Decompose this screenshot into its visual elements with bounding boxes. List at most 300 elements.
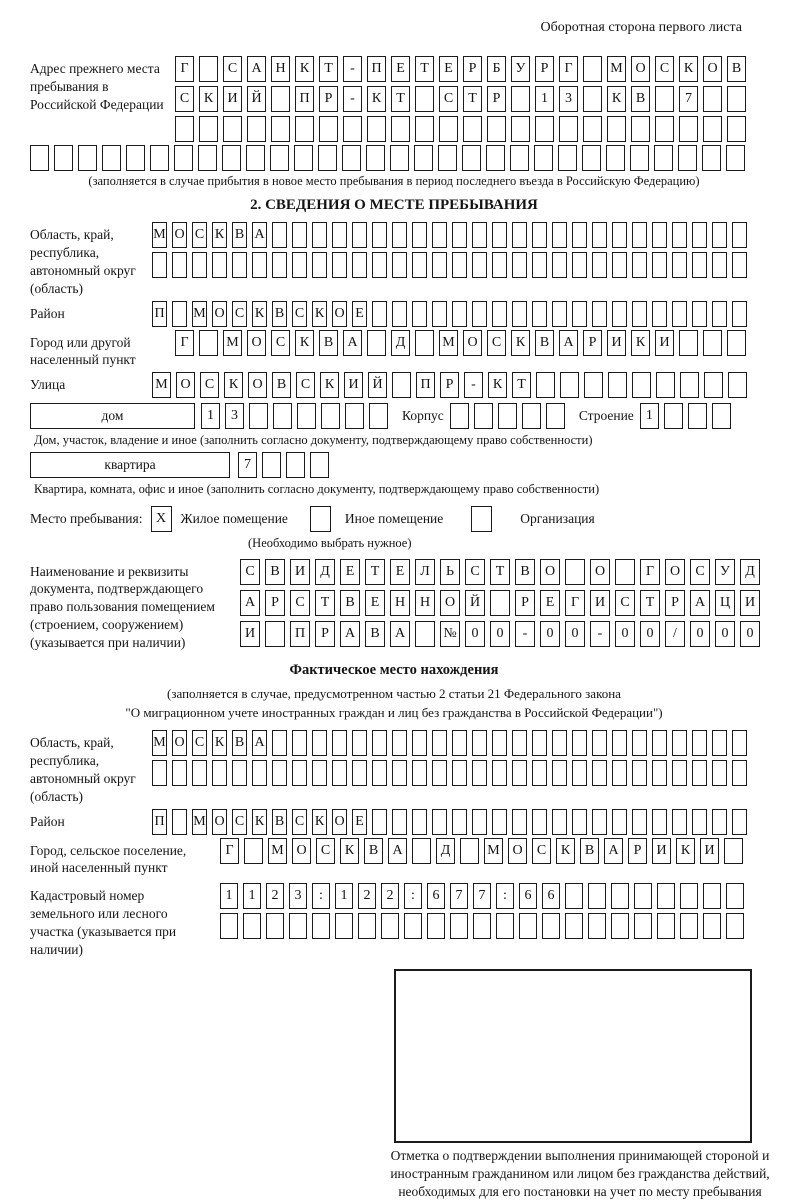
char-cell	[414, 145, 433, 171]
char-cell	[611, 913, 629, 939]
char-cell: 0	[465, 621, 485, 647]
char-cell: Д	[740, 559, 760, 585]
char-cell	[352, 252, 367, 278]
char-cell	[472, 222, 487, 248]
doc-block	[30, 559, 758, 652]
char-cell	[272, 760, 287, 786]
char-cell	[198, 145, 217, 171]
char-cell: В	[580, 838, 599, 864]
stay-option-residential-label: Жилое помещение	[181, 511, 288, 527]
char-cell: О	[172, 222, 187, 248]
char-cell	[212, 252, 227, 278]
char-cell	[272, 252, 287, 278]
char-cell: С	[487, 330, 506, 356]
char-cell: 7	[473, 883, 491, 909]
char-cell	[532, 730, 547, 756]
char-cell	[664, 403, 683, 429]
char-cell	[272, 222, 287, 248]
char-cell: О	[703, 56, 722, 82]
char-cell: И	[655, 330, 674, 356]
char-cell	[412, 730, 427, 756]
char-cell	[404, 913, 422, 939]
char-cell: П	[290, 621, 310, 647]
char-cell: О	[665, 559, 685, 585]
char-cell	[565, 559, 585, 585]
char-cell	[511, 86, 530, 112]
char-cell: Р	[515, 590, 535, 616]
char-cell	[552, 730, 567, 756]
char-cell: П	[295, 86, 314, 112]
actual-city-label: Город, сельское поселение, иной населенный пункт	[30, 838, 220, 878]
char-cell: Т	[315, 590, 335, 616]
char-cell: Д	[391, 330, 410, 356]
char-cell: К	[679, 56, 698, 82]
char-cell: М	[268, 838, 287, 864]
char-cell	[611, 883, 629, 909]
char-cell	[532, 252, 547, 278]
char-cell	[223, 116, 242, 142]
char-cell	[532, 301, 547, 327]
char-cell: О	[332, 301, 347, 327]
char-cell	[392, 301, 407, 327]
actual-district-row	[152, 809, 747, 835]
char-cell: О	[332, 809, 347, 835]
char-cell	[492, 760, 507, 786]
char-cell	[672, 222, 687, 248]
char-cell	[372, 809, 387, 835]
char-cell: 6	[519, 883, 537, 909]
char-cell	[592, 222, 607, 248]
char-cell: А	[604, 838, 623, 864]
char-cell	[572, 252, 587, 278]
char-cell: И	[740, 590, 760, 616]
char-cell: -	[515, 621, 535, 647]
char-cell	[392, 809, 407, 835]
char-cell: И	[223, 86, 242, 112]
char-cell: С	[192, 222, 207, 248]
char-cell: А	[252, 222, 267, 248]
char-cell: О	[247, 330, 266, 356]
char-cell: А	[240, 590, 260, 616]
char-cell	[372, 301, 387, 327]
char-cell: К	[212, 222, 227, 248]
char-cell	[152, 760, 167, 786]
char-cell	[174, 145, 193, 171]
city-block	[30, 330, 758, 370]
char-cell: В	[319, 330, 338, 356]
house-number-cells	[201, 403, 388, 429]
char-cell	[472, 301, 487, 327]
char-cell: 3	[289, 883, 307, 909]
char-cell	[552, 222, 567, 248]
char-cell: 6	[427, 883, 445, 909]
char-cell	[412, 809, 427, 835]
char-cell	[246, 145, 265, 171]
char-cell: И	[290, 559, 310, 585]
char-cell	[335, 913, 353, 939]
char-cell: Т	[365, 559, 385, 585]
stay-place-row	[30, 506, 758, 532]
char-cell	[612, 809, 627, 835]
char-cell	[634, 913, 652, 939]
char-cell	[512, 760, 527, 786]
char-cell: Г	[175, 330, 194, 356]
char-cell	[728, 372, 747, 398]
char-cell	[252, 252, 267, 278]
cadastre-label: Кадастровый номер земельного или лесного участка (указывается при наличии)	[30, 883, 220, 958]
char-cell: -	[464, 372, 483, 398]
char-cell	[726, 145, 745, 171]
char-cell	[415, 116, 434, 142]
char-cell	[492, 730, 507, 756]
char-cell	[655, 116, 674, 142]
char-cell	[391, 116, 410, 142]
char-cell	[558, 145, 577, 171]
char-cell	[632, 252, 647, 278]
char-cell: 0	[615, 621, 635, 647]
char-cell: О	[540, 559, 560, 585]
char-cell	[292, 252, 307, 278]
char-cell	[472, 809, 487, 835]
char-cell	[492, 252, 507, 278]
char-cell: М	[439, 330, 458, 356]
char-cell	[657, 883, 675, 909]
char-cell	[592, 301, 607, 327]
char-cell: В	[272, 809, 287, 835]
char-cell	[652, 730, 667, 756]
char-cell	[452, 730, 467, 756]
char-cell	[392, 252, 407, 278]
prev-address-row-3	[175, 116, 746, 142]
char-cell	[632, 372, 651, 398]
district-label: Район	[30, 301, 152, 323]
char-cell	[487, 116, 506, 142]
char-cell	[588, 883, 606, 909]
char-cell	[726, 913, 744, 939]
apartment-type-box: квартира	[30, 452, 230, 478]
char-cell	[310, 452, 329, 478]
char-cell: К	[199, 86, 218, 112]
char-cell: Н	[271, 56, 290, 82]
char-cell: В	[340, 590, 360, 616]
char-cell: Г	[565, 590, 585, 616]
char-cell	[244, 838, 263, 864]
char-cell: О	[172, 730, 187, 756]
prev-address-block	[30, 56, 758, 142]
char-cell	[612, 730, 627, 756]
prev-address-row-full	[30, 145, 758, 171]
char-cell	[295, 116, 314, 142]
char-cell: И	[344, 372, 363, 398]
char-cell: Н	[415, 590, 435, 616]
char-cell: 0	[640, 621, 660, 647]
char-cell	[572, 760, 587, 786]
char-cell: Т	[463, 86, 482, 112]
char-cell	[492, 809, 507, 835]
char-cell	[572, 730, 587, 756]
city-row	[175, 330, 746, 356]
char-cell	[372, 760, 387, 786]
char-cell: 1	[640, 403, 659, 429]
char-cell: К	[556, 838, 575, 864]
char-cell	[692, 760, 707, 786]
char-cell: К	[295, 330, 314, 356]
actual-region-block	[30, 730, 758, 805]
char-cell: А	[388, 838, 407, 864]
char-cell: О	[176, 372, 195, 398]
char-cell: 7	[450, 883, 468, 909]
char-cell: М	[152, 730, 167, 756]
char-cell: С	[615, 590, 635, 616]
char-cell: К	[367, 86, 386, 112]
char-cell	[312, 760, 327, 786]
char-cell: С	[290, 590, 310, 616]
char-cell: О	[248, 372, 267, 398]
char-cell: 2	[266, 883, 284, 909]
prev-address-row-2	[175, 86, 746, 112]
char-cell: Р	[440, 372, 459, 398]
char-cell: -	[590, 621, 610, 647]
char-cell: С	[192, 730, 207, 756]
char-cell	[534, 145, 553, 171]
char-cell: Р	[665, 590, 685, 616]
char-cell	[496, 913, 514, 939]
char-cell	[608, 372, 627, 398]
doc-row-2	[240, 590, 760, 616]
char-cell: Р	[315, 621, 335, 647]
char-cell	[680, 883, 698, 909]
section2-title: 2. СВЕДЕНИЯ О МЕСТЕ ПРЕБЫВАНИЯ	[30, 197, 758, 214]
char-cell	[452, 760, 467, 786]
char-cell	[54, 145, 73, 171]
char-cell	[712, 301, 727, 327]
char-cell: Р	[487, 86, 506, 112]
char-cell	[692, 730, 707, 756]
char-cell	[552, 301, 567, 327]
char-cell	[372, 730, 387, 756]
char-cell	[199, 116, 218, 142]
char-cell	[654, 145, 673, 171]
char-cell: Е	[439, 56, 458, 82]
region-row-1	[152, 222, 747, 248]
char-cell	[294, 145, 313, 171]
char-cell: С	[532, 838, 551, 864]
char-cell	[372, 252, 387, 278]
char-cell	[372, 222, 387, 248]
char-cell: -	[343, 86, 362, 112]
char-cell	[703, 86, 722, 112]
char-cell: К	[631, 330, 650, 356]
char-cell	[367, 116, 386, 142]
char-cell: Р	[628, 838, 647, 864]
house-caption: Дом, участок, владение и иное (заполнить согласно документу, подтверждающему право собственности)	[34, 432, 758, 448]
house-type-box: дом	[30, 403, 195, 429]
char-cell	[631, 116, 650, 142]
char-cell	[192, 252, 207, 278]
char-cell	[232, 252, 247, 278]
char-cell: В	[272, 301, 287, 327]
char-cell	[519, 913, 537, 939]
char-cell	[652, 301, 667, 327]
char-cell	[712, 760, 727, 786]
char-cell: 1	[335, 883, 353, 909]
char-cell	[78, 145, 97, 171]
char-cell: В	[727, 56, 746, 82]
char-cell	[510, 145, 529, 171]
char-cell: И	[240, 621, 260, 647]
char-cell	[462, 145, 481, 171]
char-cell	[332, 222, 347, 248]
char-cell: К	[312, 301, 327, 327]
char-cell: К	[340, 838, 359, 864]
char-cell: В	[365, 621, 385, 647]
char-cell	[498, 403, 517, 429]
char-cell	[672, 730, 687, 756]
char-cell	[542, 913, 560, 939]
char-cell	[692, 222, 707, 248]
char-cell	[460, 838, 479, 864]
char-cell	[252, 760, 267, 786]
street-label: Улица	[30, 372, 152, 394]
char-cell: 0	[490, 621, 510, 647]
char-cell: С	[292, 301, 307, 327]
region-block	[30, 222, 758, 297]
char-cell: В	[535, 330, 554, 356]
char-cell	[472, 730, 487, 756]
char-cell: А	[343, 330, 362, 356]
char-cell	[415, 86, 434, 112]
char-cell: У	[511, 56, 530, 82]
char-cell	[345, 403, 364, 429]
char-cell	[732, 252, 747, 278]
char-cell	[703, 330, 722, 356]
char-cell: Т	[319, 56, 338, 82]
doc-row-3	[240, 621, 760, 647]
char-cell: И	[590, 590, 610, 616]
char-cell: Б	[487, 56, 506, 82]
char-cell	[490, 590, 510, 616]
char-cell	[672, 252, 687, 278]
char-cell	[532, 222, 547, 248]
char-cell	[450, 913, 468, 939]
char-cell	[199, 56, 218, 82]
char-cell	[607, 116, 626, 142]
char-cell: 2	[358, 883, 376, 909]
char-cell	[652, 222, 667, 248]
char-cell	[692, 809, 707, 835]
char-cell: Ь	[440, 559, 460, 585]
char-cell	[150, 145, 169, 171]
char-cell: А	[690, 590, 710, 616]
char-cell	[472, 760, 487, 786]
stamp-box	[394, 969, 752, 1143]
char-cell: А	[252, 730, 267, 756]
char-cell: С	[465, 559, 485, 585]
char-cell	[511, 116, 530, 142]
char-cell	[712, 222, 727, 248]
char-cell: Т	[512, 372, 531, 398]
char-cell	[415, 330, 434, 356]
stay-place-label: Место пребывания:	[30, 511, 143, 527]
char-cell	[312, 252, 327, 278]
char-cell	[369, 403, 388, 429]
char-cell	[342, 145, 361, 171]
cadastre-block	[30, 883, 758, 958]
char-cell	[249, 403, 268, 429]
char-cell	[732, 809, 747, 835]
char-cell: Л	[415, 559, 435, 585]
char-cell: 1	[535, 86, 554, 112]
char-cell	[572, 809, 587, 835]
char-cell	[652, 760, 667, 786]
char-cell: П	[416, 372, 435, 398]
char-cell	[612, 252, 627, 278]
char-cell	[486, 145, 505, 171]
prev-address-label: Адрес прежнего места пребывания в Российской Федерации	[30, 56, 175, 113]
char-cell	[438, 145, 457, 171]
char-cell	[552, 760, 567, 786]
char-cell: М	[484, 838, 503, 864]
char-cell	[672, 301, 687, 327]
char-cell	[392, 372, 411, 398]
korpus-cells	[450, 403, 565, 429]
char-cell: Т	[640, 590, 660, 616]
char-cell: Р	[583, 330, 602, 356]
char-cell: 0	[540, 621, 560, 647]
char-cell	[634, 883, 652, 909]
char-cell: С	[175, 86, 194, 112]
char-cell	[565, 883, 583, 909]
char-cell	[655, 86, 674, 112]
char-cell	[473, 913, 491, 939]
char-cell: С	[232, 301, 247, 327]
char-cell	[412, 301, 427, 327]
char-cell: В	[232, 222, 247, 248]
char-cell: 0	[715, 621, 735, 647]
char-cell: О	[212, 809, 227, 835]
char-cell	[266, 913, 284, 939]
char-cell	[535, 116, 554, 142]
stay-option-organization-checkbox	[471, 506, 492, 532]
char-cell	[632, 301, 647, 327]
char-cell	[536, 372, 555, 398]
char-cell: К	[312, 809, 327, 835]
char-cell	[532, 809, 547, 835]
char-cell: :	[496, 883, 514, 909]
stay-option-other-checkbox	[310, 506, 331, 532]
char-cell	[630, 145, 649, 171]
house-row	[30, 403, 758, 429]
char-cell	[532, 760, 547, 786]
char-cell: В	[265, 559, 285, 585]
char-cell	[583, 86, 602, 112]
char-cell	[452, 252, 467, 278]
char-cell	[292, 222, 307, 248]
char-cell: Т	[415, 56, 434, 82]
actual-region-label: Область, край, республика, автономный округ (область)	[30, 730, 152, 805]
char-cell	[243, 913, 261, 939]
char-cell	[126, 145, 145, 171]
char-cell	[732, 222, 747, 248]
char-cell	[432, 301, 447, 327]
char-cell	[572, 301, 587, 327]
char-cell: Т	[490, 559, 510, 585]
prev-address-row-1	[175, 56, 746, 82]
char-cell	[286, 452, 305, 478]
char-cell: В	[515, 559, 535, 585]
char-cell	[692, 301, 707, 327]
char-cell: 0	[740, 621, 760, 647]
